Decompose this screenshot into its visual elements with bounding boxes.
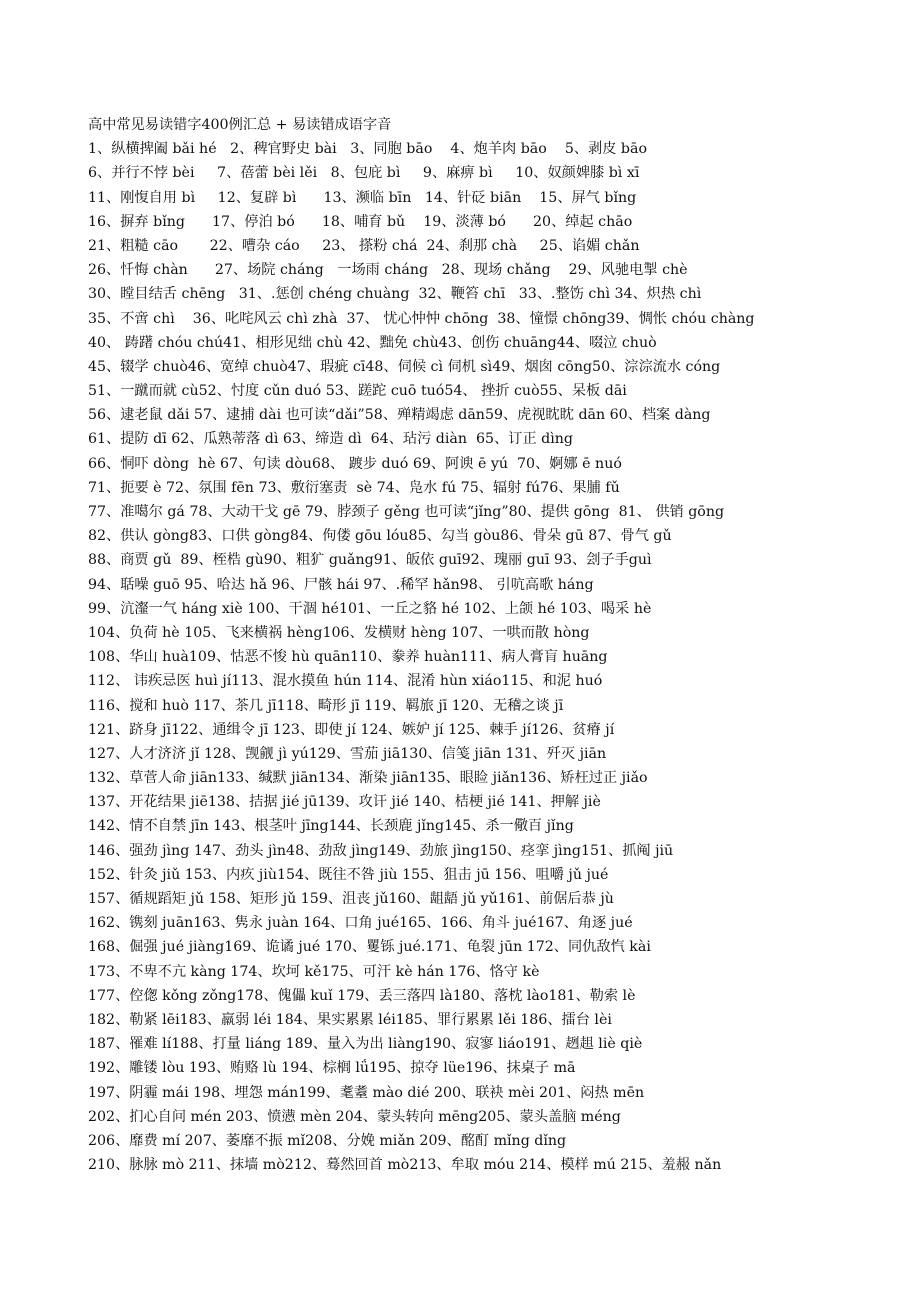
text-line: 45、辍学 chuò46、宽绰 chuò47、瑕疵 cī48、伺候 cì 伺机 sì49、烟囱 cōng50、淙淙流水 cóng xyxy=(88,358,721,375)
text-line: 94、聒噪 guō 95、哈达 hǎ 96、尸骸 hái 97、.稀罕 hǎn98、 引吭高歌 háng xyxy=(88,576,594,593)
text-line: 6、并行不悖 bèi 7、蓓蕾 bèi lěi 8、包庇 bì 9、麻痹 bì 10、奴颜婢膝 bì xī xyxy=(88,165,640,182)
text-line: 187、罹难 lí188、打量 liáng 189、量入为出 liàng190、寂寥 liáo191、趔趄 liè qiè xyxy=(88,1036,643,1053)
text-line: 51、一蹴而就 cù52、忖度 cǔn duó 53、蹉跎 cuō tuó54、 挫折 cuò55、呆板 dāi xyxy=(88,383,627,400)
text-line: 132、草菅人命 jiān133、缄默 jiān134、渐染 jiān135、眼睑 jiǎn136、矫枉过正 jiǎo xyxy=(88,770,648,787)
text-line: 1、纵横捭阖 bǎi hé 2、稗官野史 bài 3、同胞 bāo 4、炮羊肉 bāo 5、剥皮 bāo xyxy=(88,141,648,158)
text-line: 152、针灸 jiǔ 153、内疚 jiù154、既往不咎 jiù 155、狙击 jū 156、咀嚼 jǔ jué xyxy=(88,866,609,883)
text-line: 168、倔强 jué jiàng169、诡谲 jué 170、矍铄 jué.171、龟裂 jūn 172、同仇敌忾 kài xyxy=(88,939,651,956)
document-title: 高中常见易读错字400例汇总 + 易读错成语字音 xyxy=(88,117,392,133)
text-line: 11、刚愎自用 bì 12、复辟 bì 13、濒临 bīn 14、针砭 biān 15、屏气 bǐng xyxy=(88,189,637,206)
text-line: 142、情不自禁 jīn 143、根茎叶 jīng144、长颈鹿 jǐng145、杀一儆百 jǐng xyxy=(88,818,574,835)
text-line: 82、供认 gòng83、口供 gòng84、佝偻 gōu lóu85、勾当 gòu86、骨朵 gū 87、骨气 gǔ xyxy=(88,528,672,545)
text-line: 66、恫吓 dòng hè 67、句读 dòu68、 踱步 duó 69、阿谀 ē yú 70、婀娜 ē nuó xyxy=(88,455,622,472)
text-line: 30、瞠目结舌 chēng 31、.惩创 chéng chuàng 32、鞭笞 chī 33、.整饬 chì 34、炽热 chì xyxy=(88,286,702,303)
text-line: 202、扪心自问 mén 203、愤懑 mèn 204、蒙头转向 mēng205、蒙头盖脑 méng xyxy=(88,1108,621,1125)
text-line: 206、靡费 mí 207、萎靡不振 mǐ208、分娩 miǎn 209、酩酊 mǐng dǐng xyxy=(88,1132,567,1149)
text-line: 99、沆瀣一气 háng xiè 100、干涸 hé101、一丘之貉 hé 102、上颌 hé 103、喝采 hè xyxy=(88,600,652,617)
text-line: 121、跻身 jī122、通缉令 jī 123、即使 jí 124、嫉妒 jí 125、棘手 jí126、贫瘠 jí xyxy=(88,721,615,738)
text-line: 108、华山 huà109、怙恶不悛 hù quān110、豢养 huàn111、病人膏肓 huāng xyxy=(88,649,608,666)
text-line: 40、 踌躇 chóu chú41、相形见绌 chù 42、黜免 chù43、创伤 chuāng44、啜泣 chuò xyxy=(88,334,657,351)
document-body xyxy=(88,113,888,1201)
text-line: 61、提防 dī 62、瓜熟蒂落 dì 63、缔造 dì 64、玷污 diàn 65、订正 dìng xyxy=(88,431,573,448)
text-line: 35、不啻 chì 36、叱咤风云 chì zhà 37、 忧心忡忡 chōng 38、憧憬 chōng39、惆怅 chóu chàng xyxy=(88,310,755,327)
text-line: 56、逮老鼠 dǎi 57、逮捕 dài 也可读“dǎi”58、殚精竭虑 dān59、虎视眈眈 dān 60、档案 dàng xyxy=(88,407,711,424)
text-line: 210、脉脉 mò 211、抹墙 mò212、蓦然回首 mò213、牟取 móu 214、模样 mú 215、羞赧 nǎn xyxy=(88,1157,722,1174)
text-line: 127、人才济济 jǐ 128、觊觎 jì yú129、雪茄 jiā130、信笺 jiān 131、歼灭 jiān xyxy=(88,745,607,762)
text-line: 197、阴霾 mái 198、埋怨 mán199、耄耋 mào dié 200、联袂 mèi 201、闷热 mēn xyxy=(88,1084,645,1101)
text-line: 137、开花结果 jiē138、拮据 jié jū139、攻讦 jié 140、桔梗 jié 141、押解 jiè xyxy=(88,794,601,811)
text-line: 112、 讳疾忌医 huì jí113、混水摸鱼 hún 114、混淆 hùn xiáo115、和泥 huó xyxy=(88,673,603,690)
text-line: 26、忏悔 chàn 27、场院 cháng 一场雨 cháng 28、现场 chǎng 29、风驰电掣 chè xyxy=(88,262,688,279)
text-line: 182、勒紧 lēi183、羸弱 léi 184、果实累累 léi185、罪行累累 lěi 186、擂台 lèi xyxy=(88,1011,612,1028)
text-line: 116、搅和 huò 117、茶几 jī118、畸形 jī 119、羁旅 jī 120、无稽之谈 jī xyxy=(88,697,564,714)
text-line: 104、负荷 hè 105、飞来横祸 hèng106、发横财 hèng 107、一哄而散 hòng xyxy=(88,624,590,641)
text-line: 192、雕镂 lòu 193、贿赂 lù 194、棕榈 lǘ195、掠夺 lüe196、抹桌子 mā xyxy=(88,1060,576,1077)
text-line: 157、循规蹈矩 jǔ 158、矩形 jǔ 159、沮丧 jǔ160、龃龉 jǔ yǔ161、前倨后恭 jù xyxy=(88,891,614,907)
text-line xyxy=(88,1177,888,1201)
text-line: 177、倥偬 kǒng zǒng178、傀儡 kuǐ 179、丢三落四 là180、落枕 lào181、勒索 lè xyxy=(88,987,636,1004)
text-line: 88、商贾 gǔ 89、桎梏 gù90、粗犷 guǎng91、皈依 guī92、瑰丽 guī 93、刽子手guì xyxy=(88,552,652,569)
text-line: 162、镌刻 juān163、隽永 juàn 164、口角 jué165、166、角斗 jué167、角逐 jué xyxy=(88,915,633,932)
text-line: 21、粗糙 cāo 22、嘈杂 cáo 23、 搽粉 chá 24、刹那 chà 25、谄媚 chǎn xyxy=(88,237,640,254)
text-line: 173、不卑不亢 kàng 174、坎坷 kě175、可汗 kè hán 176、恪守 kè xyxy=(88,963,540,980)
text-line: 146、强劲 jìng 147、劲头 jìn48、劲敌 jìng149、劲旅 jìng150、痉挛 jìng151、抓阄 jiū xyxy=(88,842,674,859)
text-line: 77、准噶尔 gá 78、大动干戈 gē 79、脖颈子 gěng 也可读“jǐng”80、提供 gōng 81、 供销 gōng xyxy=(88,504,725,520)
text-line: 16、摒弃 bǐng 17、停泊 bó 18、哺育 bǔ 19、淡薄 bó 20、绰起 chāo xyxy=(88,213,633,230)
text-line: 71、扼要 è 72、氛围 fēn 73、敷衍塞责 sè 74、凫水 fú 75、辐射 fú76、果脯 fǔ xyxy=(88,479,620,496)
